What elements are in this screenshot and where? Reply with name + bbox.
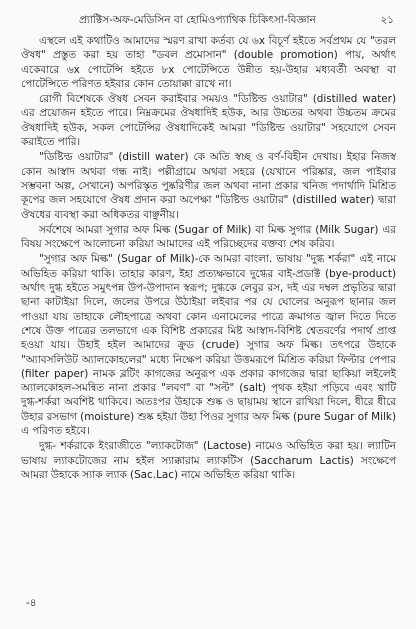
page-body: [21, 34, 396, 482]
page-header: [21, 6, 396, 34]
paragraph-distilled-water-description: "ডিষ্টিল্ড ওয়াটার" (distill water) কে অতি স্বচ্ছ ও বর্ণ-বিহীন দেখায়। ইহার নিজস্ব কোন আস্বাদ অথবা গন্ধ নাই। পল্লীগ্রামে অথবা সহরে (যেখানে পরিষ্কার, জল পাইবার সম্ভবনা অল্প, সেখানে) অপরিস্কৃত পুষ্করিণীর জল অথবা নানা প্রকার খনিজ পদার্থাদি মিশ্রিত কূপের জল সহযোগে ঔষধ প্রদান করা অপেক্ষা "ডিষ্টিল্ড ওয়াটার" (distilled water) দ্বারা ঔষধের ব্যবস্থা করা অধিকতর বাঞ্ছনীয়।: [21, 151, 396, 221]
page-number: ২১: [380, 14, 394, 26]
paragraph-lactose-names: দুগ্ধ- শর্করাকে ইংরাজীতে "ল্যাকটোজ" (Lactose) নামেও অভিহিত করা হয়। ল্যাটিন ভাষায় ল্যাকটোজের নাম হইল স্যাক্কারাম ল্যাকটিস (Saccharum Lactis) সংক্ষেপে আমরা উহাকে স্যাক ল্যাক (Sac.Lac) নামে অভিহিত করিয়া থাকি।: [21, 440, 396, 481]
running-title: প্র্যাক্টিস-অফ-মেডিসিন বা হোমিওপ্যাথিক চিকিৎসা-বিজ্ঞান: [79, 14, 316, 26]
paragraph-sugar-of-milk-preparation: "সুগার অফ মিল্ক" (Sugar of Milk)-কে আমরা বাংলা. ভাষায় "দুগ্ধ শর্করা" এই নামে অভিহিত করিয়া থাকি। তাহার কারণ, ইহা প্রত্যক্ষভাবে দুগ্ধের বাই-প্রডাক্ট (bye-product) অর্থাৎ দুগ্ধ হইতে সমুৎপন্ন উপ-উপাদান স্বরূপ; দুগ্ধকে লেবুর রস, দই এর দম্বল প্রভৃতির দ্বারা ছানা কাটাইয়া দিলে, জলের উপরে উঠাইয়া লইবার পর যে ঘোলের অনুরূপ ছানার জল পাওয়া যায় তাহাকে লৌহপাত্রে অথবা কোন এনামেলের পাত্রে ক্রমাগত জ্বাল দিতে দিতে শেষে উক্ত পাত্রের তলভাগে এক বিশিষ্ট প্রকারের মিষ্ট আস্বাদ-বিশিষ্ট শ্বেতবর্ণের পদার্থ প্রাপ্ত হওয়া যায়। উহাই হইল আমাদের ক্রুড (crude) সুগার অফ মিল্ক। তৎপরে উহাকে "অ্যাবসলিউট অ্যালকোহলের" মধ্যে নিক্ষেপ করিয়া উত্তমরূপে মিশ্রিত করিয়া ফিল্টার পেপার (filter paper) নামক ব্লটিং কাগজের অনুরূপ এক প্রকার কাগজের দ্বারা ছাকিয়া লইলেই অ্যালকোহল-সমন্বিত নানা প্রকার "লবণ" বা "সল্ট" (salt) পৃথক হইয়া পড়িবে এবং খাটি দুগ্ধ-শর্করা অবশিষ্ট থাকিবে। অতঃপর উহাকে শুষ্ক ও ছায়াময় স্থানে রাখিয়া দিলে, ধীরে ধীরে উহার রসভাগ (moisture) শুষ্ক হইয়া উহা পিওর সুগার অফ মিল্ক (pure Sugar of Milk) এ পরিণত হইবে।: [21, 253, 396, 438]
signature-mark: -৪: [26, 597, 37, 609]
paragraph-potency-promotion: এস্থলে এই কথাটিও আমাদের স্মরণ রাখা কর্তব্য যে ৬x বিচূর্ণ হইতে সর্বপ্রথম যে "তরল ঔষধ" প্রস্তুত করা হয় তাহা "ডবল প্রমোসান" (double promotion) পায়, অর্থাৎ একেবারে ৬x পোটেন্সি হইতে ৮x পোটেন্সিতে উন্নীত হয়-উহার মধ্যবর্তী অবস্থা বা পোটেন্সিতে পরিণত হইবার কোন তোয়াক্কা রাখে না।: [21, 35, 396, 90]
paragraph-distilled-water-need: রোগী বিশেষকে ঔষধ সেবন করাইবার সময়ও "ডিষ্টিল্ড ওয়াটার" (distilled water) এর প্রয়োজন হইতে পারে। নিম্নক্রমের ঔষধাদিই হউক, আর উচ্চতর অথবা উচ্চতম ক্রমের ঔষধাদিই হউক, সকল পোটেন্সির ঔষধাদিকেই আমরা "ডিষ্টিল্ড ওয়াটার" সহযোগে সেবন করাইতে পারি।: [21, 93, 396, 149]
paragraph-sugar-of-milk-intro: সর্বশেষে আমরা সুগার অফ মিল্ক (Sugar of Milk) বা মিল্ক সুগার (Milk Sugar) এর বিষয় সংক্ষেপে আলোচনা করিয়া আমাদের এই পরিচ্ছেদের বক্তব্য শেষ করিব।: [21, 223, 396, 251]
